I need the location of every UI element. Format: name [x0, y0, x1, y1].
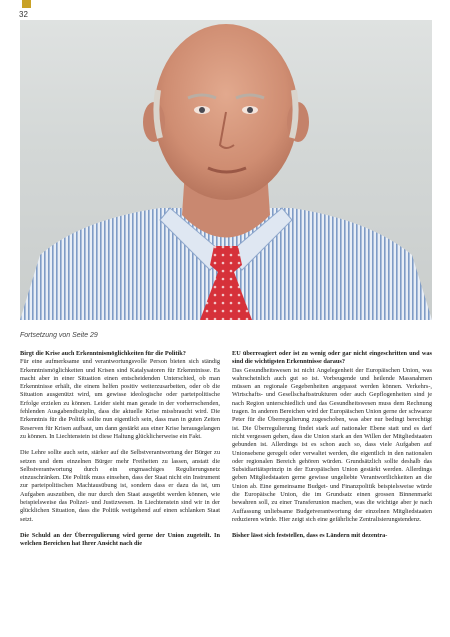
- interview-answer: Für eine aufmerksame und verantwortungsvolle Person bieten sich ständig Erkenntnismöglichkeiten und Krisen sind Katalysatoren für Erkenntnisse. Es macht aber in einer Situation einen entscheidenden Unterschied, ob man Erkenntnisse erhält, die einem helfen positiv weiterzusarbeiten, oder ob die Situation ausgenützt wird, um gewisse ideologische oder parteipolitische Erfolge erzielen zu können. Leider sieht man gerade in der vorherrschenden, fehlenden Ausgabendisziplin, dass die aktuelle Krise missbraucht wird. Die Erkenntnis für die Politik sollte nun eigentlich sein, dass man in guten Zeiten Reserven für Krisen aufbaut, um dann gestärkt aus einer Krise herausgelangen zu können. In Liechtenstein ist diese Haltung glücklicherweise ein Fakt.: [20, 358, 220, 440]
- interview-question: Die Schuld an der Überregulierung wird gerne der Union zugeteilt. In welchen Bereichen hat Ihrer Ansicht nach die: [20, 531, 220, 548]
- interview-question: Birgt die Krise auch Erkenntnismöglichkeiten für die Politik?: [20, 350, 186, 357]
- text-column-left: [20, 350, 220, 549]
- page-number: 32: [19, 10, 28, 19]
- interview-question: EU überreagiert oder ist zu wenig oder gar nicht eingeschritten und was sind die wichtigsten Erkenntnisse daraus?: [232, 350, 432, 366]
- portrait-photo: [20, 20, 432, 320]
- portrait-illustration: [20, 20, 432, 320]
- interview-question: Bisher lässt sich feststellen, dass es Ländern mit dezentra-: [232, 532, 388, 540]
- accent-bar: [22, 0, 31, 8]
- interview-answer: Das Gesundheitswesen ist nicht Angelegenheit der Europäischen Union, was wahrscheinlich auch gut so ist. Vorbeugende und heilende Massnahmen müssen an regionale Gegebenheiten angepasst werden können. Verkehrs-, Wirtschafts- und Gesellschaftsstrukturen oder auch Gepflogenheiten sind je nach Region unterschiedlich und das Gesundheitswesen muss dem Rechnung tragen. In anderen Bereichen wird der Europäischen Union gerne der schwarze Peter für die Überregulierung zugeschoben, was aber nur bedingt berechtigt ist. Die Überregulierung findet stark auf nationaler Ebene statt und es darf nicht vergessen gehen, dass die Union stark an den Willen der Mitgliedstaaten gebunden ist. Allerdings ist es schon auch so, dass viele Aufgaben auf Unionsebene geregelt oder verwaltet werden, die eigentlich in den nationalen oder regionalen Bereich gehören würden. Grundsätzlich sollte deshalb das Subsidiaritätsprinzip in der Europäischen Union gestärkt werden. Allerdings geben Mitgliedstaaten gerne gewisse ungeliebte Verantwortlichkeiten an die Union ab. Eine gemeinsame Budget- und Finanzpolitik beispielsweise würde die Europäische Union, die im Grundsatz einen grossen Binnenmarkt bewahren soll, zu einer Transferunion machen, was die wichtige aber je nach Auffassung unliebsame Budgetverantwortung der einzelnen Mitgliedstaaten reduzieren würde. Hier zeigt sich eine gefährliche Zentralisierungstendenz.: [232, 366, 432, 523]
- interview-answer: Die Lehre sollte auch sein, stärker auf die Selbstverantwortung der Bürger zu setzen und dem einzelnen Bürger mehr Freiheiten zu lassen, anstatt die Selbstverantwortung durch ein engmaschiges Regulierungsnetz einzuschränken. Die Politik muss einsehen, dass der Staat nicht ein Instrument zur parteipolitischen Machtausübung ist, sondern dass er dazu da ist, um Aufgaben auszuüben, die nur durch den Staat ausgeübt werden können, wie beispielsweise das Polizei- und Justizwesen. In Liechtenstein sind wir in der glücklichen Situation, dass die Politik weitgehend auf einen schlanken Staat setzt.: [20, 449, 220, 523]
- text-column-right: [232, 350, 432, 541]
- continuation-caption: Fortsetzung von Seite 29: [20, 332, 98, 339]
